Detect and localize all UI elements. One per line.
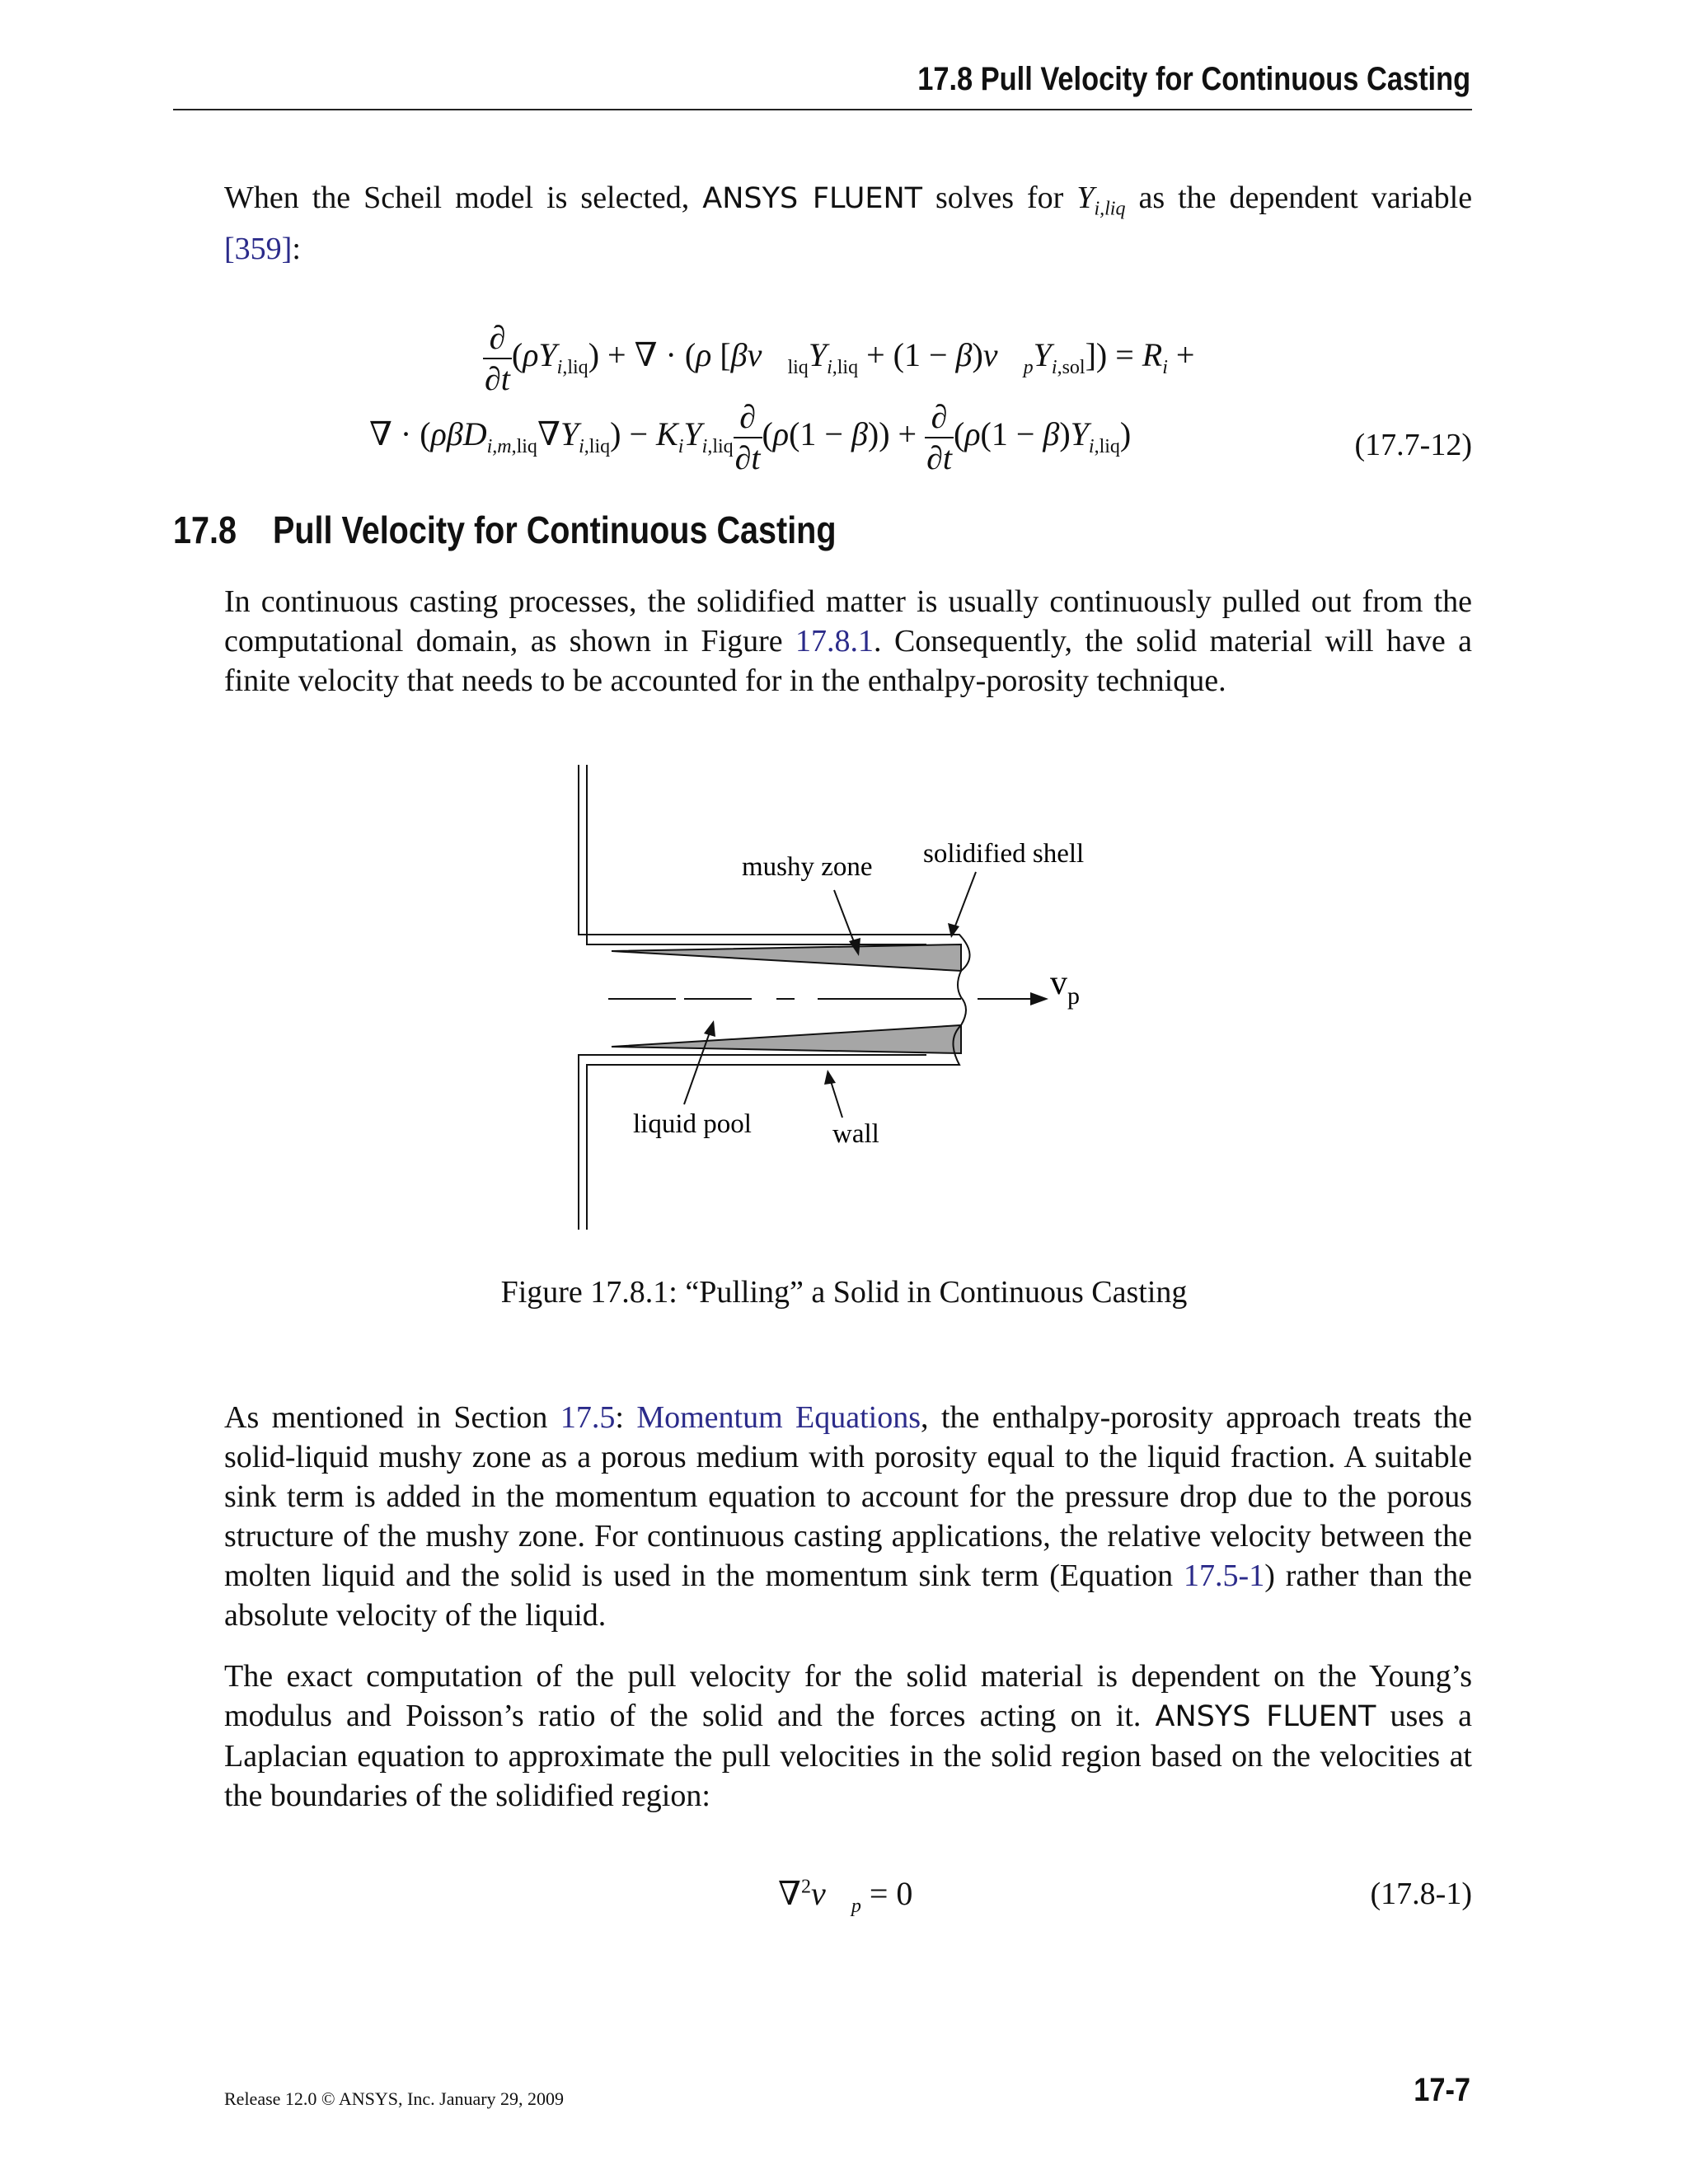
solidified-shell-upper (612, 944, 961, 971)
paragraph-3 (224, 1657, 1472, 1816)
running-head: 17.8 Pull Velocity for Continuous Casting (917, 61, 1470, 97)
equation-17-7-12-line2: ∇ · $(\rho\beta D_{i,m,liq}\nabla Y_{i,liq}) - K_iY_{i,liq}$ $\frac{\partial}{\partial t}$ (ρ(1 − β)) + $\frac{\partial}{\partial t}$ $(\rho(1 - \beta)Y_{i,liq})$ (369, 398, 1132, 476)
solidified-shell-lower (612, 1025, 961, 1053)
liquid-pool-arrowhead (704, 1020, 715, 1037)
product-name-2: ANSYS FLUENT (1155, 1700, 1376, 1733)
equation-17-7-12-line1: $\frac{\partial}{\partial t}$ $(\rho Y_{i,liq})$ + ∇ · (ρ [$\beta v⃗_{liq}Y_{i,liq} + (1$ − $\beta)v⃗_pY_{i,sol}]) = R_i$ + (485, 319, 1195, 397)
intro-text-d: variable (1371, 180, 1473, 215)
p3-text-a: The exact computation of the pull velocity for the solid material is dependent on the Young’s modulus and Poisson’s ratio of the solid and the forces acting on it. (224, 1659, 1472, 1733)
p3-text-b: uses a Laplacian equation to approximate the pull velocities in the solid region based on the velocities at the boundaries of the solidified region: (224, 1699, 1473, 1813)
vp-label: $v_p$ (1050, 964, 1080, 1010)
pull-arrow-head (1030, 992, 1048, 1005)
mushy-zone-label: mushy zone (742, 852, 873, 882)
footer-release: Release 12.0 © ANSYS, Inc. January 29, 2009 (224, 2088, 565, 2109)
product-name: ANSYS FLUENT (702, 182, 923, 215)
paragraph-2 (224, 1398, 1472, 1635)
partial-t-fraction: $\frac{\partial}{\partial t}$ (485, 319, 510, 397)
intro-text-a: When the Scheil model is selected, (224, 180, 690, 215)
intro-colon: : (292, 231, 301, 266)
p2-text-a: As mentioned in Section (224, 1400, 548, 1435)
section-heading (173, 508, 837, 552)
solidified-shell-arrow (954, 872, 976, 928)
intro-paragraph (224, 178, 1472, 269)
section-number: 17.8 (173, 509, 237, 551)
figure-caption: Figure 17.8.1: “Pulling” a Solid in Continuous Casting (500, 1275, 1188, 1310)
intro-var: $Y_{i,liq}$ (1076, 180, 1126, 220)
solidified-shell-label: solidified shell (923, 839, 1085, 869)
equation-17-8-1: $\nabla^2v⃗_p = 0$ (778, 1875, 913, 1917)
wall-arrowhead (824, 1070, 836, 1085)
section-title: Pull Velocity for Continuous Casting (272, 509, 837, 551)
intro-text-b: solves for (935, 180, 1064, 215)
citation-link[interactable]: [359] (224, 231, 293, 266)
p1-text-a: In continuous casting processes, the solidified matter is usually continuously pulled out from the computational domain, as shown in Figure (224, 584, 1472, 658)
intro-text-c: as the dependent (1138, 180, 1358, 215)
p2-colon: : (615, 1400, 624, 1435)
wall-label: wall (832, 1119, 879, 1149)
solidified-shell-arrowhead (948, 923, 959, 938)
page-number: 17-7 (1414, 2072, 1470, 2108)
p2-text-c: ) rather than the absolute velocity of the liquid. (224, 1558, 1473, 1633)
equation-link[interactable]: 17.5-1 (1184, 1558, 1265, 1593)
p1-text-b: . Consequently, the solid material will have a finite velocity that needs to be accounted for in the enthalpy-porosity technique. (224, 624, 1472, 698)
mushy-zone-arrow (834, 890, 856, 946)
liquid-pool-label: liquid pool (633, 1109, 752, 1139)
p2-text-b: , the enthalpy-porosity approach treats the solid-liquid mushy zone as a porous medium with porosity equal to the liquid fraction. A suitable sink term is added in the momentum equation to account for the pressure drop due to the porous structure of the mushy zone. For continuous casting applications, the relative velocity between the molten liquid and the solid is used in the momentum sink term (Equation (224, 1400, 1473, 1593)
figure-link[interactable]: 17.8.1 (795, 624, 874, 658)
casting-figure (569, 765, 1113, 1235)
section-title-link[interactable]: Momentum Equations (636, 1400, 921, 1435)
wall-arrow (831, 1081, 842, 1118)
section-link[interactable]: 17.5 (560, 1400, 616, 1435)
equation-number-17-8-1: (17.8-1) (1370, 1877, 1472, 1911)
equation-number-17-7-12: (17.7-12) (1354, 428, 1472, 462)
header-rule (173, 109, 1472, 110)
section-paragraph-1 (224, 582, 1472, 701)
